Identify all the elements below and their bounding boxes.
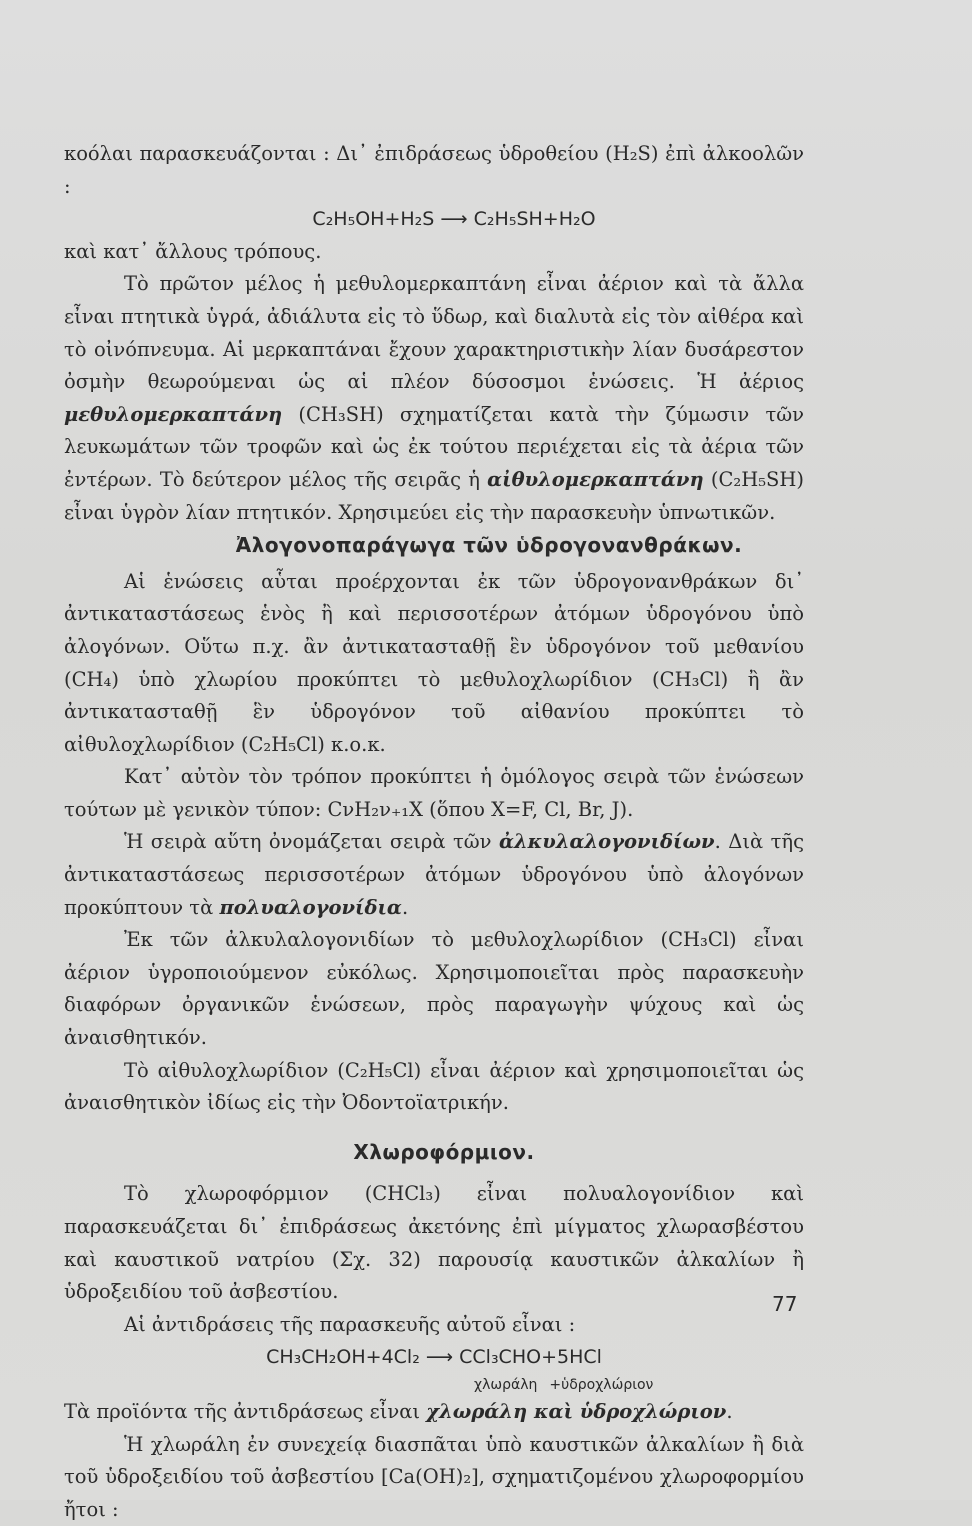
paragraph-halogen-1: Αἱ ἑνώσεις αὗται προέρχονται ἐκ τῶν ὑδρογονανθράκων δι᾽ ἀντικαταστάσεως ἑνὸς ἢ καὶ περισσοτέρων ἀτόμων ὑδρογόνου ὑπὸ ἀλογόνων. Οὕτω π.χ. ἂν ἀντικατασταθῇ ἓν ὑδρογόνον τοῦ μεθανίου (CH₄) ὑπὸ χλωρίου προκύπτει τὸ μεθυλοχλωρίδιον (CH₃Cl) ἢ ἂν ἀντικατασταθῇ ἓν ὑδρογόνον τοῦ αἰθανίου προκύπτει τὸ αἰθυλοχλωρίδιον (C₂H₅Cl) κ.ο.κ. [64,569,804,756]
paragraph-halogen-2: Κατ᾽ αὐτὸν τὸν τρόπον προκύπτει ἡ ὁμόλογος σειρὰ τῶν ἑνώσεων τούτων μὲ γενικὸν τύπον: CνH₂ν₊₁X (ὅπου X=F, Cl, Br, J). [64,765,804,821]
term-methylmercaptan: μεθυλομερκαπτάνη [64,402,283,426]
intro-line: κοόλαι παρασκευάζονται : Δι᾽ ἐπιδράσεως ὑδροθείου (H₂S) ἐπὶ ἀλκοολῶν : [64,142,804,198]
text: . [401,895,409,919]
text: (CH₃SH) σχηματίζεται κατὰ τὴν ζύμωσιν τῶν λευκωμάτων τῶν τροφῶν καὶ ὡς ἐκ τούτου περιέχεται εἰς τὰ ἀέρια τῶν ἐντέρων. Τὸ δεύτερον μέλος τῆς σειρᾶς ἡ [64,402,804,491]
section-heading-halogen: Ἀλογονοπαράγωγα τῶν ὑδρογονανθράκων. [235,533,743,558]
term-ethylmercaptan: αἰθυλομερκαπτάνη [487,467,704,491]
term-polyhalides: πολυαλογονίδια [219,895,402,919]
paragraph-halogen-5: Τὸ αἰθυλοχλωρίδιον (C₂H₅Cl) εἶναι ἀέριον καὶ χρησιμοποιεῖται ὡς ἀναισθητικὸν ἰδίως εἰς τὴν Ὀδοντοϊατρικήν. [64,1058,804,1115]
paragraph-halogen-4: Ἐκ τῶν ἀλκυλαλογονιδίων τὸ μεθυλοχλωρίδιον (CH₃Cl) εἶναι ἀέριον ὑγροποιούμενον εὐκόλως. Χρησιμοποιεῖται πρὸς παρασκευὴν διαφόρων ὀργανικῶν ἑνώσεων, πρὸς παραγωγὴν ψύχους καὶ ὡς ἀναισθητικόν. [64,928,804,1050]
paragraph-halogen-3 [64,826,804,924]
paragraph-mercaptans [64,268,804,529]
text: . [726,1399,733,1423]
label-chloral: χλωράλη [474,1376,538,1393]
equation-labels [64,1374,804,1396]
term-alkyl-halides: ἀλκυλαλογονιδίων [499,830,715,854]
label-hcl: +ὑδροχλώριον [549,1376,654,1393]
paragraph-chloroform-1: Τὸ χλωροφόρμιον (CHCl₃) εἶναι πολυαλογονίδιον καὶ παρασκευάζεται δι᾽ ἐπιδράσεως ἀκετόνης ἐπὶ μίγματος χλωρασβέστου καὶ καυστικοῦ νατρίου (Σχ. 32) παρουσίᾳ καυστικῶν ἀλκαλίων ἢ ὑδροξειδίου τοῦ ἀσβεστίου. [64,1182,804,1304]
page-content [64,138,804,1526]
text: Ἡ σειρὰ αὕτη ὀνομάζεται σειρὰ τῶν [124,830,499,854]
text: Τὰ προϊόντα τῆς ἀντιδράσεως εἶναι [64,1399,427,1423]
term-products: χλωράλη καὶ ὑδροχλώριον [426,1399,727,1423]
paragraph-chloroform-2: Αἱ ἀντιδράσεις τῆς παρασκευῆς αὐτοῦ εἶναι : [124,1312,576,1336]
equation-chloral: CH₃CH₂OH+4Cl₂ ⟶ CCl₃CHO+5HCl [266,1346,602,1369]
text: (C₂H₅SH) εἶναι ὑγρὸν λίαν πτητικόν. Χρησιμεύει εἰς τὴν παρασκευὴν ὑπνωτικῶν. [64,467,804,524]
section-heading-chloroform: Χλωροφόρμιον. [353,1139,535,1164]
text: Τὸ πρῶτον μέλος ἡ μεθυλομερκαπτάνη εἶναι ἀέριον καὶ τὰ ἄλλα εἶναι πτητικὰ ὑγρά, ἀδιάλυτα εἰς τὸ ὕδωρ, καὶ διαλυτὰ εἰς τὸν αἰθέρα καὶ τὸ οἰνόπνευμα. Αἱ μερκαπτάναι ἔχουν χαρακτηριστικὴν λίαν δυσάρεστον ὀσμὴν θεωρούμεναι ὡς αἱ πλέον δύσοσμοι ἑνώσεις. Ἡ ἀέριος [64,272,804,394]
page-number: 77 [772,1292,798,1316]
equation-thiol: C₂H₅OH+H₂S ⟶ C₂H₅SH+H₂O [312,208,596,231]
text: . Διὰ τῆς ἀντικαταστάσεως περισσοτέρων ἀτόμων ὑδρογόνου ὑπὸ ἀλογόνων προκύπτουν τὰ [64,830,804,919]
paragraph-final: Ἡ χλωράλη ἐν συνεχείᾳ διασπᾶται ὑπὸ καυστικῶν ἀλκαλίων ἢ διὰ τοῦ ὑδροξειδίου τοῦ ἀσβεστίου [Ca(OH)₂], σχηματιζομένου χλωροφορμίου ἤτοι : [64,1432,804,1521]
intro-after: καὶ κατ᾽ ἄλλους τρόπους. [64,239,322,263]
paragraph-products [64,1396,804,1429]
